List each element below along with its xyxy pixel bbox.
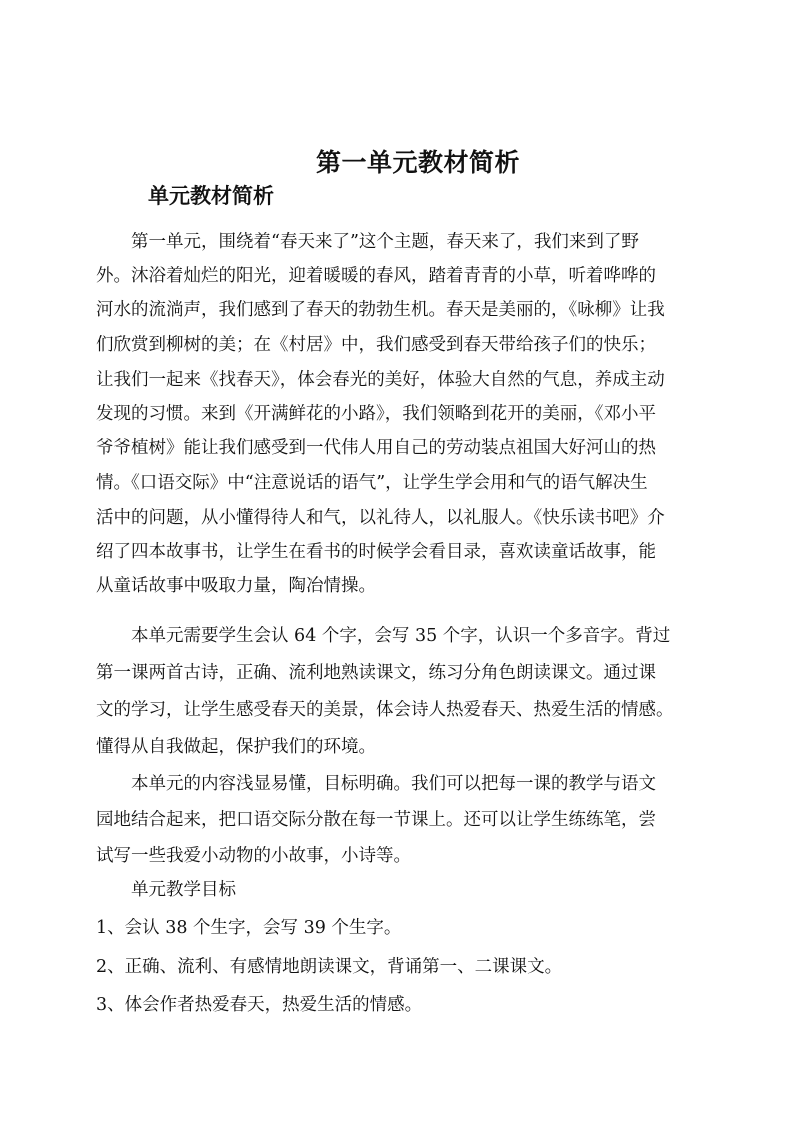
goal-item: 2、正确、流利、有感情地朗读课文，背诵第一、二课课文。	[96, 957, 563, 977]
paragraph-line: 发现的习惯。来到《开满鲜花的小路》，我们领略到花开的美丽，《邓小平	[96, 404, 656, 424]
goal-item: 1、会认 38 个生字，会写 39 个生字。	[96, 918, 402, 938]
paragraph-line: 本单元的内容浅显易懂，目标明确。我们可以把每一课的教学与语文	[131, 774, 656, 794]
paragraph-line: 本单元需要学生会认 64 个字，会写 35 个字，认识一个多音字。背过	[131, 626, 671, 646]
paragraph-line: 园地结合起来，把口语交际分散在每一节课上。还可以让学生练练笔，尝	[96, 810, 656, 830]
paragraph-line: 懂得从自我做起，保护我们的环境。	[96, 737, 376, 757]
paragraph-line: 绍了四本故事书，让学生在看书的时候学会看目录，喜欢读童话故事，能	[96, 542, 656, 562]
paragraph-line: 从童话故事中吸取力量，陶冶情操。	[96, 576, 376, 596]
paragraph-line: 第一单元，围绕着“春天来了”这个主题，春天来了，我们来到了野	[131, 232, 639, 252]
paragraph-line: 第一课两首古诗，正确、流利地熟读课文，练习分角色朗读课文。通过课	[96, 663, 656, 683]
paragraph-line: 爷爷植树》能让我们感受到一代伟人用自己的劳动装点祖国大好河山的热	[96, 438, 656, 458]
page-title: 第一单元教材简析	[316, 148, 521, 177]
paragraph-line: 试写一些我爱小动物的小故事，小诗等。	[96, 846, 411, 866]
paragraph-line: 活中的问题，从小懂得待人和气，以礼待人，以礼服人。《快乐读书吧》介	[96, 508, 665, 528]
paragraph-line: 河水的流淌声，我们感到了春天的勃勃生机。春天是美丽的，《咏柳》让我	[96, 300, 665, 320]
goals-heading: 单元教学目标	[131, 880, 236, 900]
paragraph-line: 让我们一起来《找春天》，体会春光的美好，体验大自然的气息，养成主动	[96, 370, 665, 390]
paragraph-line: 外。沐浴着灿烂的阳光，迎着暖暖的春风，踏着青青的小草，听着哗哗的	[96, 266, 656, 286]
paragraph-line: 文的学习，让学生感受春天的美景，体会诗人热爱春天、热爱生活的情感。	[96, 700, 674, 720]
goal-item: 3、体会作者热爱春天，热爱生活的情感。	[96, 995, 423, 1015]
section-subtitle: 单元教材简析	[148, 183, 274, 208]
paragraph-line: 情。《口语交际》中“注意说话的语气”，让学生学会用和气的语气解决生	[96, 473, 648, 493]
paragraph-line: 们欣赏到柳树的美；在《村居》中，我们感受到春天带给孩子们的快乐；	[96, 335, 656, 355]
